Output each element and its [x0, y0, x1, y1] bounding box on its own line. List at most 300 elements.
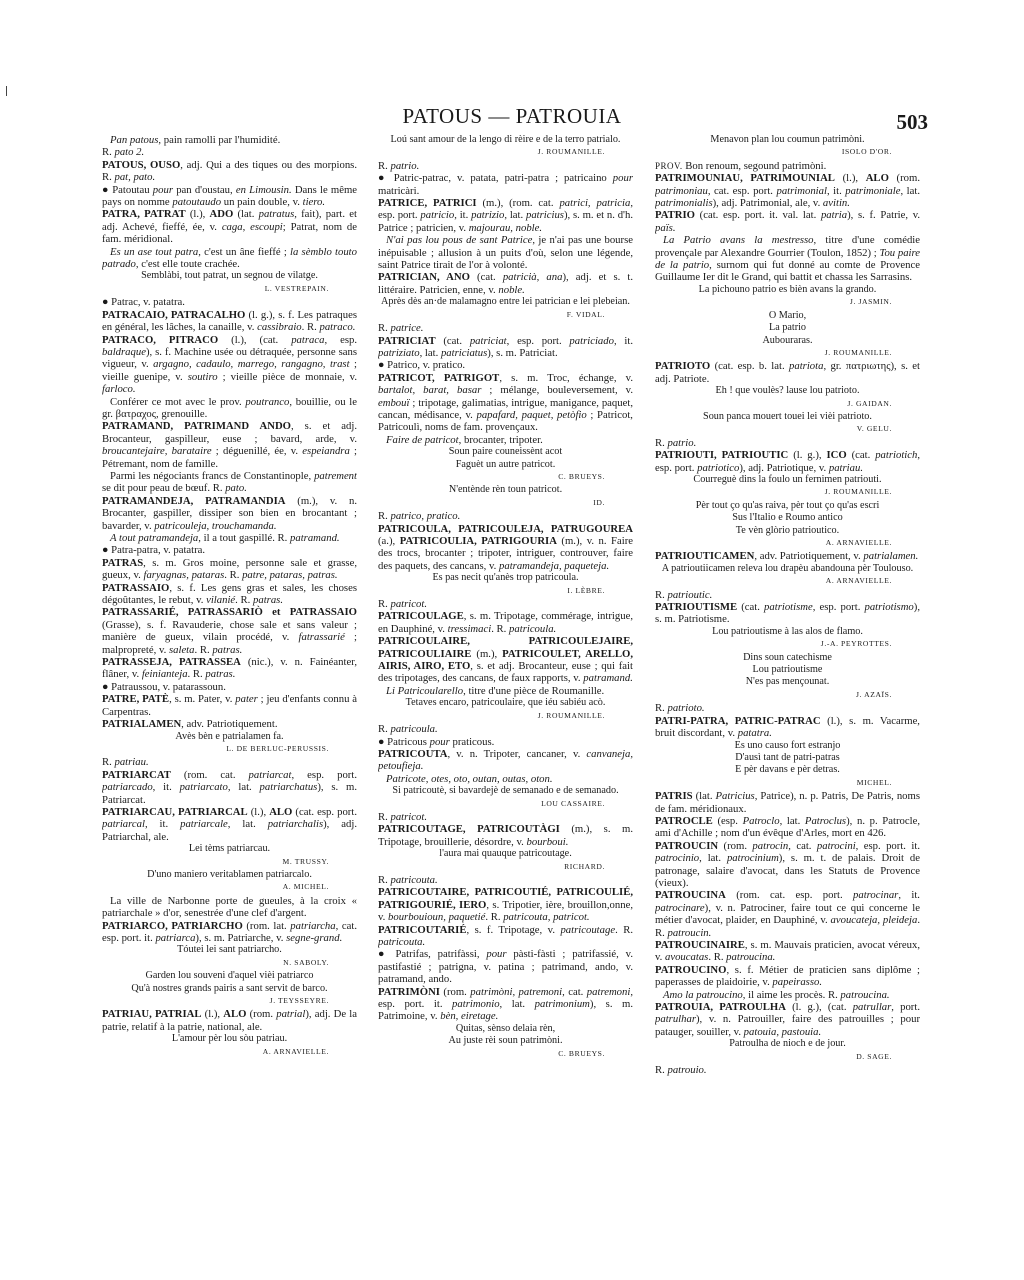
italic-text: patriarcha	[290, 919, 336, 932]
italic-text: argagno, cadaulo, marrego, rangagno, trast	[153, 358, 350, 371]
entry-text: ; jeu d'enfants connu à Carpentras.	[102, 693, 357, 718]
quotation: A patrioutiicamen releva lou drapèu abandouna pèr Toulouso.	[661, 562, 914, 574]
dictionary-entry	[102, 895, 357, 920]
entry-text: , port.	[891, 1001, 920, 1014]
entry-text: (lat.	[233, 208, 259, 221]
entry-text: R.	[378, 598, 391, 611]
entry-text: ; tripotage, galimatias, intrigue, manigance, paquet, cancan, médisance, v.	[378, 396, 633, 421]
entry-text: . R.	[301, 321, 320, 334]
entry-text: (l. g.), (cat.	[785, 1001, 853, 1014]
running-header: PATOUS — PATROUIA	[402, 104, 622, 128]
quotation: O Mario,	[768, 309, 807, 321]
entry-text: ), s. m. Patriotisme.	[655, 601, 920, 626]
margin-mark	[6, 86, 7, 96]
dictionary-entry	[655, 889, 920, 939]
entry-text: , c'est elle toute crachée.	[135, 258, 240, 271]
dictionary-entry	[378, 773, 633, 785]
entry-text: . R.	[615, 923, 633, 936]
italic-text: patriciat	[469, 334, 507, 347]
dictionary-entry	[655, 160, 920, 172]
entry-text: ), s. m. Patriarcat.	[102, 781, 357, 806]
entry-text: , je n'ai pas une bourse inépuisable ; allusion à un puits d'où, selon une légende, saint Patrice tirait de l'or à volonté.	[378, 234, 633, 272]
entry-text: (rom.	[888, 172, 920, 185]
dictionary-entry	[655, 964, 920, 989]
headword: PATRAMAND, PATRIMAND ANDO	[102, 420, 291, 433]
entry-text: (l.),	[834, 172, 866, 185]
entry-text: (cat.	[469, 271, 503, 284]
entry-text: ; vieille pièce de monnaie, v.	[217, 370, 357, 383]
entry-text: , lat.	[499, 998, 535, 1011]
italic-text: patroucina.	[840, 988, 890, 1001]
italic-text: patriarchatus	[259, 781, 318, 794]
headword: PATRICOUTAGE, PATRICOUTÀGI	[378, 823, 560, 836]
entry-text: (l.),	[185, 208, 210, 221]
dictionary-entry	[378, 197, 633, 234]
headword: ●	[378, 948, 396, 961]
italic-text: patricoula.	[390, 723, 438, 736]
italic-text: patriciatus	[440, 346, 488, 359]
italic-text: vilanié	[206, 594, 236, 607]
italic-text: patriotisme	[764, 601, 813, 614]
entry-text: Conférer ce mot avec le prov.	[110, 395, 246, 408]
entry-text: ), v. n. Patrociner, faire tout ce qui concerne le métier d'avocat, plaider, en Dauphiné, v.	[655, 901, 920, 927]
quote-attribution: A. ARNAVIELLE.	[262, 1046, 329, 1056]
italic-text: cassibraio	[257, 321, 302, 334]
italic-text: patriotico	[697, 461, 740, 474]
italic-text: patriciado	[569, 334, 614, 347]
headword: PATRICIAN, ANO	[378, 271, 470, 284]
italic-text: patrici, patricia	[559, 197, 631, 210]
italic-text: patrouio.	[667, 1064, 707, 1077]
italic-text: patriarcado	[102, 781, 153, 794]
italic-text: patriarcato	[179, 781, 228, 794]
headword: ●	[102, 680, 112, 693]
quotation: Soun paire couneissènt acot	[448, 446, 563, 458]
entry-text: , s. Tripotier, ière, brouillon,onne, v.	[378, 898, 633, 924]
entry-text: Dans le même pays on nomme	[102, 183, 357, 209]
entry-text: se dit pour peau de bœuf. R.	[102, 482, 226, 495]
italic-text: tiero.	[302, 196, 326, 209]
entry-text: Patraussou, v. patarassoun.	[111, 680, 226, 693]
headword: PATRIOUTI, PATRIOUTIC	[655, 449, 789, 462]
entry-text: , fait), part. et adj. Achevé, fieffé, ée, v.	[102, 208, 357, 233]
dictionary-entry	[655, 1064, 920, 1076]
dictionary-entry	[102, 246, 357, 271]
headword: PATRE, PATÈ	[102, 693, 170, 706]
quote-attribution: J. ROUMANILLE.	[537, 710, 605, 720]
italic-text: pat, pato.	[114, 171, 156, 184]
italic-text: patramand.	[583, 672, 633, 685]
dictionary-entry	[102, 920, 357, 945]
entry-text: Patricous	[387, 735, 430, 748]
entry-text: , cat. esp. port. it.	[102, 919, 357, 944]
headword: ALO	[223, 1008, 247, 1021]
quotation: Lei tèms patriarcau.	[188, 843, 271, 855]
italic-text: feiniantejа	[141, 668, 188, 681]
dictionary-entry	[102, 532, 357, 544]
italic-text: patrullar	[852, 1001, 892, 1014]
dictionary-entry	[655, 360, 920, 385]
headword: PATRICOT, PATRIGOT	[378, 371, 500, 384]
entry-text: ; Pétremant, nom de famille.	[102, 445, 357, 470]
headword: PATROUCIN	[655, 839, 719, 852]
quote-attribution: A. MICHEL.	[282, 882, 329, 892]
quotation: N'entènde rèn toun patricot.	[448, 484, 563, 496]
entry-text: R.	[655, 588, 668, 601]
headword: ADO	[209, 208, 234, 221]
quotation: Lou patrioutisme à las alos de flamo.	[712, 625, 863, 637]
entry-text: (l. g.),	[788, 449, 827, 462]
dictionary-entry	[102, 420, 357, 470]
dictionary-entry	[102, 693, 357, 718]
italic-text: patrimonialis	[655, 197, 713, 210]
headword: PATRICOUTA	[378, 747, 448, 760]
quotation: La patrio	[768, 322, 807, 334]
quotation: Si patricoutè, si bavardejè de semanado e de semanado.	[392, 785, 619, 797]
entry-text: R.	[655, 436, 668, 449]
italic-text: papafard, paquet, petòfio	[476, 408, 587, 421]
headword: PATRA, PATRAT	[102, 208, 186, 221]
quotation: D'uno maniero veritablamen patriarcalo.	[147, 868, 312, 880]
dictionary-entry	[378, 510, 633, 522]
entry-text: ), s. m. Patriciat.	[487, 346, 558, 359]
entry-text: , pain ramolli par l'humidité.	[158, 134, 281, 146]
dictionary-entry	[655, 790, 920, 815]
entry-text: ), s. f. Machine usée ou détraquée, personne sans vigueur, v.	[102, 345, 357, 371]
entry-text: , s. f. Métier de praticien sans diplôme ; paperasses de plaidoirie, v.	[655, 963, 920, 989]
quotation: Es pas necit qu'anès trop patricoula.	[432, 572, 579, 584]
quotation: Tetaves encaro, patricoulaire, que iéu sabiéu acò.	[405, 697, 606, 709]
italic-text: Faire de patricot	[386, 433, 459, 446]
quote-attribution: L. VESTREPAIN.	[264, 283, 329, 293]
quotation: N'es pas mençounat.	[745, 676, 830, 688]
entry-text: ), adj. Patriotique, v.	[739, 461, 829, 474]
entry-text: Bon renoum, segound patrimòni.	[682, 159, 827, 172]
entry-text: , s. m. Tripotage, commérage, intrigue, en Dauphiné, v.	[378, 610, 633, 635]
entry-text: (m.), v. n. Brocanter, gaspiller, dissiper son bien en brocantant ; bavarder, v.	[102, 494, 357, 532]
headword: PATRIARCAU, PATRIARCAL	[102, 805, 248, 818]
dictionary-entry	[102, 606, 357, 656]
entry-text: Patoutau	[112, 183, 153, 196]
italic-text: patre, pataras, patras.	[242, 569, 338, 582]
entry-text: , esp. port.	[812, 601, 865, 614]
headword: ●	[102, 544, 112, 557]
italic-text: patriotich	[875, 449, 918, 462]
entry-text: ; Patricot, Patricoulì, noms de fam. provençaux.	[378, 408, 633, 434]
quote-attribution: C. BRUEYS.	[558, 471, 605, 481]
quotation: Patroulha de nioch e de jour.	[729, 1038, 846, 1050]
dictionary-entry	[378, 322, 633, 334]
headword: PATRI-PATRA, PATRIC-PATRAC	[655, 714, 821, 727]
italic-text: avoucatas	[665, 951, 709, 964]
dictionary-entry	[102, 544, 357, 556]
entry-text: (cat.	[846, 449, 876, 462]
entry-text: , s. et adj. Brocanteur, gaspilleur, euse ; bavard, arde, v.	[102, 420, 357, 445]
italic-text: patricià, ana	[502, 271, 563, 284]
entry-text: ), s. m. Patriarche, v.	[195, 932, 287, 944]
entry-text: praticous.	[449, 735, 495, 748]
italic-text: patrico, pratico.	[390, 510, 461, 523]
italic-text: patraco.	[319, 321, 356, 334]
entry-text: . R.	[235, 594, 253, 607]
quotation: Menavon plan lou coumun patrimòni.	[710, 134, 865, 145]
dictionary-entry	[378, 434, 633, 446]
dictionary-entry	[378, 523, 633, 573]
dictionary-entry	[378, 823, 633, 848]
entry-text: (cat.	[435, 334, 470, 347]
italic-text: Es un ase tout patra	[110, 245, 199, 258]
headword: PATRAMANDEJA, PATRAMANDIA	[102, 494, 286, 507]
entry-text: (cat. esp. port. it. val. lat.	[694, 209, 821, 222]
italic-text: Patricius	[715, 790, 755, 803]
quote-attribution: F. VIDAL.	[566, 309, 605, 319]
entry-text: , cat.	[788, 839, 817, 852]
entry-text: (cat. esp. b. lat.	[710, 360, 790, 373]
headword: ●	[102, 183, 113, 196]
entry-text: ), n. p. Patrocle, ami d'Achille ; nom d'un évêque d'Arles, mort en 426.	[655, 814, 920, 840]
quotation: Après dès an·de malamagno entre lei patrician e lei plebeian.	[381, 296, 630, 308]
dictionary-entry	[655, 449, 920, 474]
quote-attribution: J. ROUMANILLE.	[824, 487, 892, 497]
italic-text: patrimonium	[534, 998, 590, 1011]
headword: ICO	[826, 449, 847, 462]
dictionary-entry	[655, 840, 920, 890]
entry-text: (rom. cat.	[170, 768, 249, 781]
entry-text: ), adj. et s. t. littéraire. Patricien, enne, v.	[378, 271, 633, 296]
headword: PATRIALAMEN	[102, 718, 182, 731]
entry-text: ), s. m. et n. d'h. Patrice ; patricien, v.	[378, 209, 633, 234]
quotation: Au juste rèi soun patrimòni.	[448, 1035, 563, 1047]
dictionary-entry	[102, 1008, 357, 1033]
dictionary-entry	[102, 184, 357, 209]
dictionary-entry	[655, 234, 920, 284]
dictionary-entry	[655, 715, 920, 740]
entry-text: , il aime les procès. R.	[742, 988, 841, 1001]
dictionary-entry	[102, 396, 357, 421]
entry-text: . R.	[655, 914, 920, 939]
quotation: D'ausì tant de patri-patras	[735, 751, 840, 763]
italic-text: patramandeja, paqueteja.	[499, 559, 610, 572]
italic-text: Tou paire de la patrio	[655, 246, 920, 272]
headword: ALO	[865, 172, 889, 185]
entry-text: , it.	[144, 818, 181, 831]
dictionary-entry	[102, 495, 357, 532]
dictionary-entry	[378, 723, 633, 735]
dictionary-entry	[378, 359, 633, 371]
headword: ●	[378, 172, 394, 185]
entry-text: , it.	[152, 781, 180, 794]
quote-attribution: J. JASMIN.	[849, 297, 892, 307]
entry-text: Patrac, v. patatra.	[111, 296, 185, 309]
quotation: Courreguè dins la foulo un fernimen patriouti.	[693, 473, 882, 485]
italic-text: patrimonio	[452, 998, 500, 1011]
entry-text: . R.	[187, 668, 206, 681]
entry-text: PROV.	[655, 160, 683, 171]
italic-text: patriau.	[114, 756, 149, 769]
entry-text: , lat.	[419, 346, 441, 359]
entry-text: R.	[378, 873, 391, 886]
entry-text: ), adj. Patriarchal, ale.	[102, 818, 357, 843]
italic-text: patras.	[212, 643, 243, 656]
entry-text: ), s. m. t. de palais. Droit de patronage, salaire d'avocat, dans les Statuts de Provence (vieux).	[655, 852, 920, 889]
quote-attribution: I. LÈBRE.	[567, 585, 605, 595]
quote-attribution: A. ARNAVIELLE.	[825, 538, 892, 547]
entry-text: , lat.	[779, 814, 805, 827]
dictionary-entry	[102, 208, 357, 245]
dictionary-entry	[378, 172, 633, 197]
italic-text: patrio.	[667, 436, 697, 449]
entry-text: (cat.	[737, 601, 765, 614]
italic-text: patriarcat	[248, 768, 292, 781]
italic-text: en Limousin.	[235, 183, 292, 196]
entry-text: , adv. Patriotiquement.	[181, 718, 278, 731]
headword: ●	[378, 735, 388, 748]
entry-text: (esp.	[712, 814, 743, 827]
entry-text: , esp.	[324, 333, 357, 346]
dictionary-entry	[102, 159, 357, 184]
headword: PATRICOULIA, PATRIGOURIA	[399, 535, 557, 547]
italic-text: patremoni	[586, 985, 631, 998]
italic-text: patriarchalis	[267, 818, 324, 831]
italic-text: patoutaudo	[172, 196, 222, 209]
entry-text: , c'est un âne fieffé ;	[198, 245, 291, 258]
italic-text: patrocinar	[853, 889, 899, 902]
column-right	[655, 134, 920, 1214]
entry-text: ), adj. De la patrie, relatif à la patrie, national, ale.	[102, 1008, 357, 1033]
entry-text: (rom. cat. esp. port.	[725, 889, 854, 902]
dictionary-entry	[102, 146, 357, 158]
dictionary-entry	[655, 172, 920, 209]
entry-text: R.	[378, 159, 391, 172]
quotation: Pèr tout ço qu'as raiva, pèr tout ço qu'as escri	[695, 499, 880, 511]
italic-text: pato 2.	[114, 146, 145, 159]
italic-text: Pan patous	[110, 134, 159, 146]
quotation: Faguèt un autre patricot.	[455, 458, 556, 470]
quote-attribution: RICHARD.	[564, 861, 605, 871]
headword: PATRICOULA, PATRICOULEJA, PATRUGOUREA	[378, 522, 633, 535]
dictionary-entry	[102, 296, 357, 308]
italic-text: farloco.	[102, 383, 136, 396]
quotation: Avès bèn e patrialamen fa.	[175, 730, 284, 742]
entry-text: , surnom qui fut donné au comte de Provence Guillaume Ier dit le Grand, qui battit et chassa les Sarrasins.	[655, 259, 920, 284]
quote-attribution: LOU CASSAIRE.	[541, 798, 605, 808]
entry-text: (a.),	[378, 535, 400, 547]
dictionary-entry	[378, 635, 633, 685]
entry-text: , esp. port.	[506, 334, 570, 347]
dictionary-entry	[102, 681, 357, 693]
entry-text: , lat.	[699, 852, 727, 865]
entry-text: Patrifas, patrifàssi,	[395, 948, 487, 961]
italic-text: bèn, eiretage.	[440, 1010, 499, 1023]
quote-attribution: N. SABOLY.	[283, 957, 329, 967]
dictionary-entry	[102, 582, 357, 607]
entry-text: ), s. f. Patrie, v.	[847, 209, 920, 222]
quotation: Te vèn glòrio patrioutico.	[735, 524, 840, 536]
italic-text: patrocini	[816, 839, 856, 852]
dictionary-entry	[378, 948, 633, 985]
entry-text: , lat.	[504, 209, 526, 222]
entry-text: , lat.	[227, 818, 268, 831]
quotation: Soun panca mouert touei lei vièi patrioto.	[703, 410, 872, 422]
italic-text: avitin.	[822, 197, 850, 210]
entry-text: , titre d'une comédie provençale par Alexandre Gourrier (Toulon, 1852) ;	[655, 234, 920, 259]
quotation: Qu'à nostres grands pairis a sant servit de barco.	[131, 982, 328, 994]
headword: PATRIO	[655, 209, 695, 222]
entry-text: , esp. port. it.	[378, 985, 633, 1011]
dictionary-entry	[102, 134, 357, 146]
entry-text: , s. et adj. Brocanteur, euse ; qui fait des tripotages, des cancans, de faux rapports, v.	[378, 660, 633, 685]
dictionary-entry	[655, 989, 920, 1001]
italic-text: patrement	[314, 469, 357, 482]
entry-text: . R.	[708, 951, 727, 964]
italic-text: patria	[820, 209, 848, 222]
entry-text: ), s. m. Patrimoine, v.	[378, 998, 633, 1023]
italic-text: espeiandra	[302, 445, 350, 458]
entry-text: , it.	[826, 184, 846, 197]
entry-text: R.	[378, 322, 391, 335]
dictionary-entry	[102, 309, 357, 334]
headword: PATRIARCAT	[102, 768, 171, 781]
entry-text: (l.), (cat.	[218, 333, 292, 346]
entry-text: . R.	[491, 622, 510, 635]
entry-text: R.	[102, 756, 115, 769]
italic-text: saleta	[168, 643, 195, 656]
headword: PATRIAU, PATRIAL	[102, 1008, 202, 1021]
italic-text: patricouta, patricot.	[503, 911, 590, 924]
entry-text: , s. f. Les gens gras et sales, les choses dégoûtantes, le rebut, v.	[102, 581, 357, 607]
italic-text: poutranco	[245, 395, 290, 408]
quote-attribution: ISOLO D'OR.	[841, 147, 892, 157]
italic-text: soutiro	[187, 370, 218, 383]
quote-attribution: D. SAGE.	[856, 1051, 892, 1061]
italic-text: patriarcale	[180, 818, 228, 831]
headword: PATRIOTO	[655, 360, 711, 373]
headword: PATRIOUTISME	[655, 601, 738, 614]
entry-text: , brocanter, tripoter.	[458, 433, 543, 446]
italic-text: patrice.	[390, 322, 424, 335]
italic-text: Amo la patroucino	[663, 988, 743, 1001]
quotation: Semblàbi, tout patrat, un segnou de vilatge.	[141, 270, 318, 282]
entry-text: , s. f. Tripotage, v.	[466, 923, 561, 936]
headword: PATRASSAIO	[102, 581, 170, 594]
dictionary-entry	[102, 769, 357, 806]
quote-attribution: V. GELU.	[856, 424, 892, 434]
entry-text: , cat.	[562, 985, 587, 998]
headword: PATRIOUTICAMEN	[655, 550, 755, 563]
headword: PATRICOULAGE	[378, 610, 464, 623]
quotation: Eh ! que voulès? lause lou patrioto.	[715, 385, 860, 397]
entry-text: , gr. πατριωτης), s. et adj. Patriote.	[655, 360, 920, 385]
italic-text: patriau.	[828, 461, 864, 474]
entry-text: (m.), (rom. cat.	[476, 197, 560, 210]
italic-text: Li Patricoularello	[386, 684, 464, 697]
italic-text: pato.	[225, 482, 247, 495]
dictionary-entry	[655, 437, 920, 449]
italic-text: patriarcal	[102, 818, 145, 831]
italic-text: La Patrio avans la mestresso	[663, 234, 814, 247]
entry-text: (l.),	[247, 805, 270, 818]
italic-text: fatrassarié	[298, 631, 345, 644]
quote-attribution: L. DE BERLUC-PERUSSIS.	[226, 743, 329, 753]
italic-text: patrulhar	[655, 1013, 696, 1026]
italic-text: patrocinio	[655, 852, 700, 865]
quote-attribution: J. TEYSSEYRE.	[269, 996, 329, 1006]
quote-attribution: ID.	[593, 497, 605, 507]
dictionary-entry	[102, 718, 357, 730]
italic-text: patraca	[291, 333, 325, 346]
quotation: Sus l'Italio e Roumo antico	[732, 512, 843, 524]
headword: PATROUCINO	[655, 963, 727, 976]
